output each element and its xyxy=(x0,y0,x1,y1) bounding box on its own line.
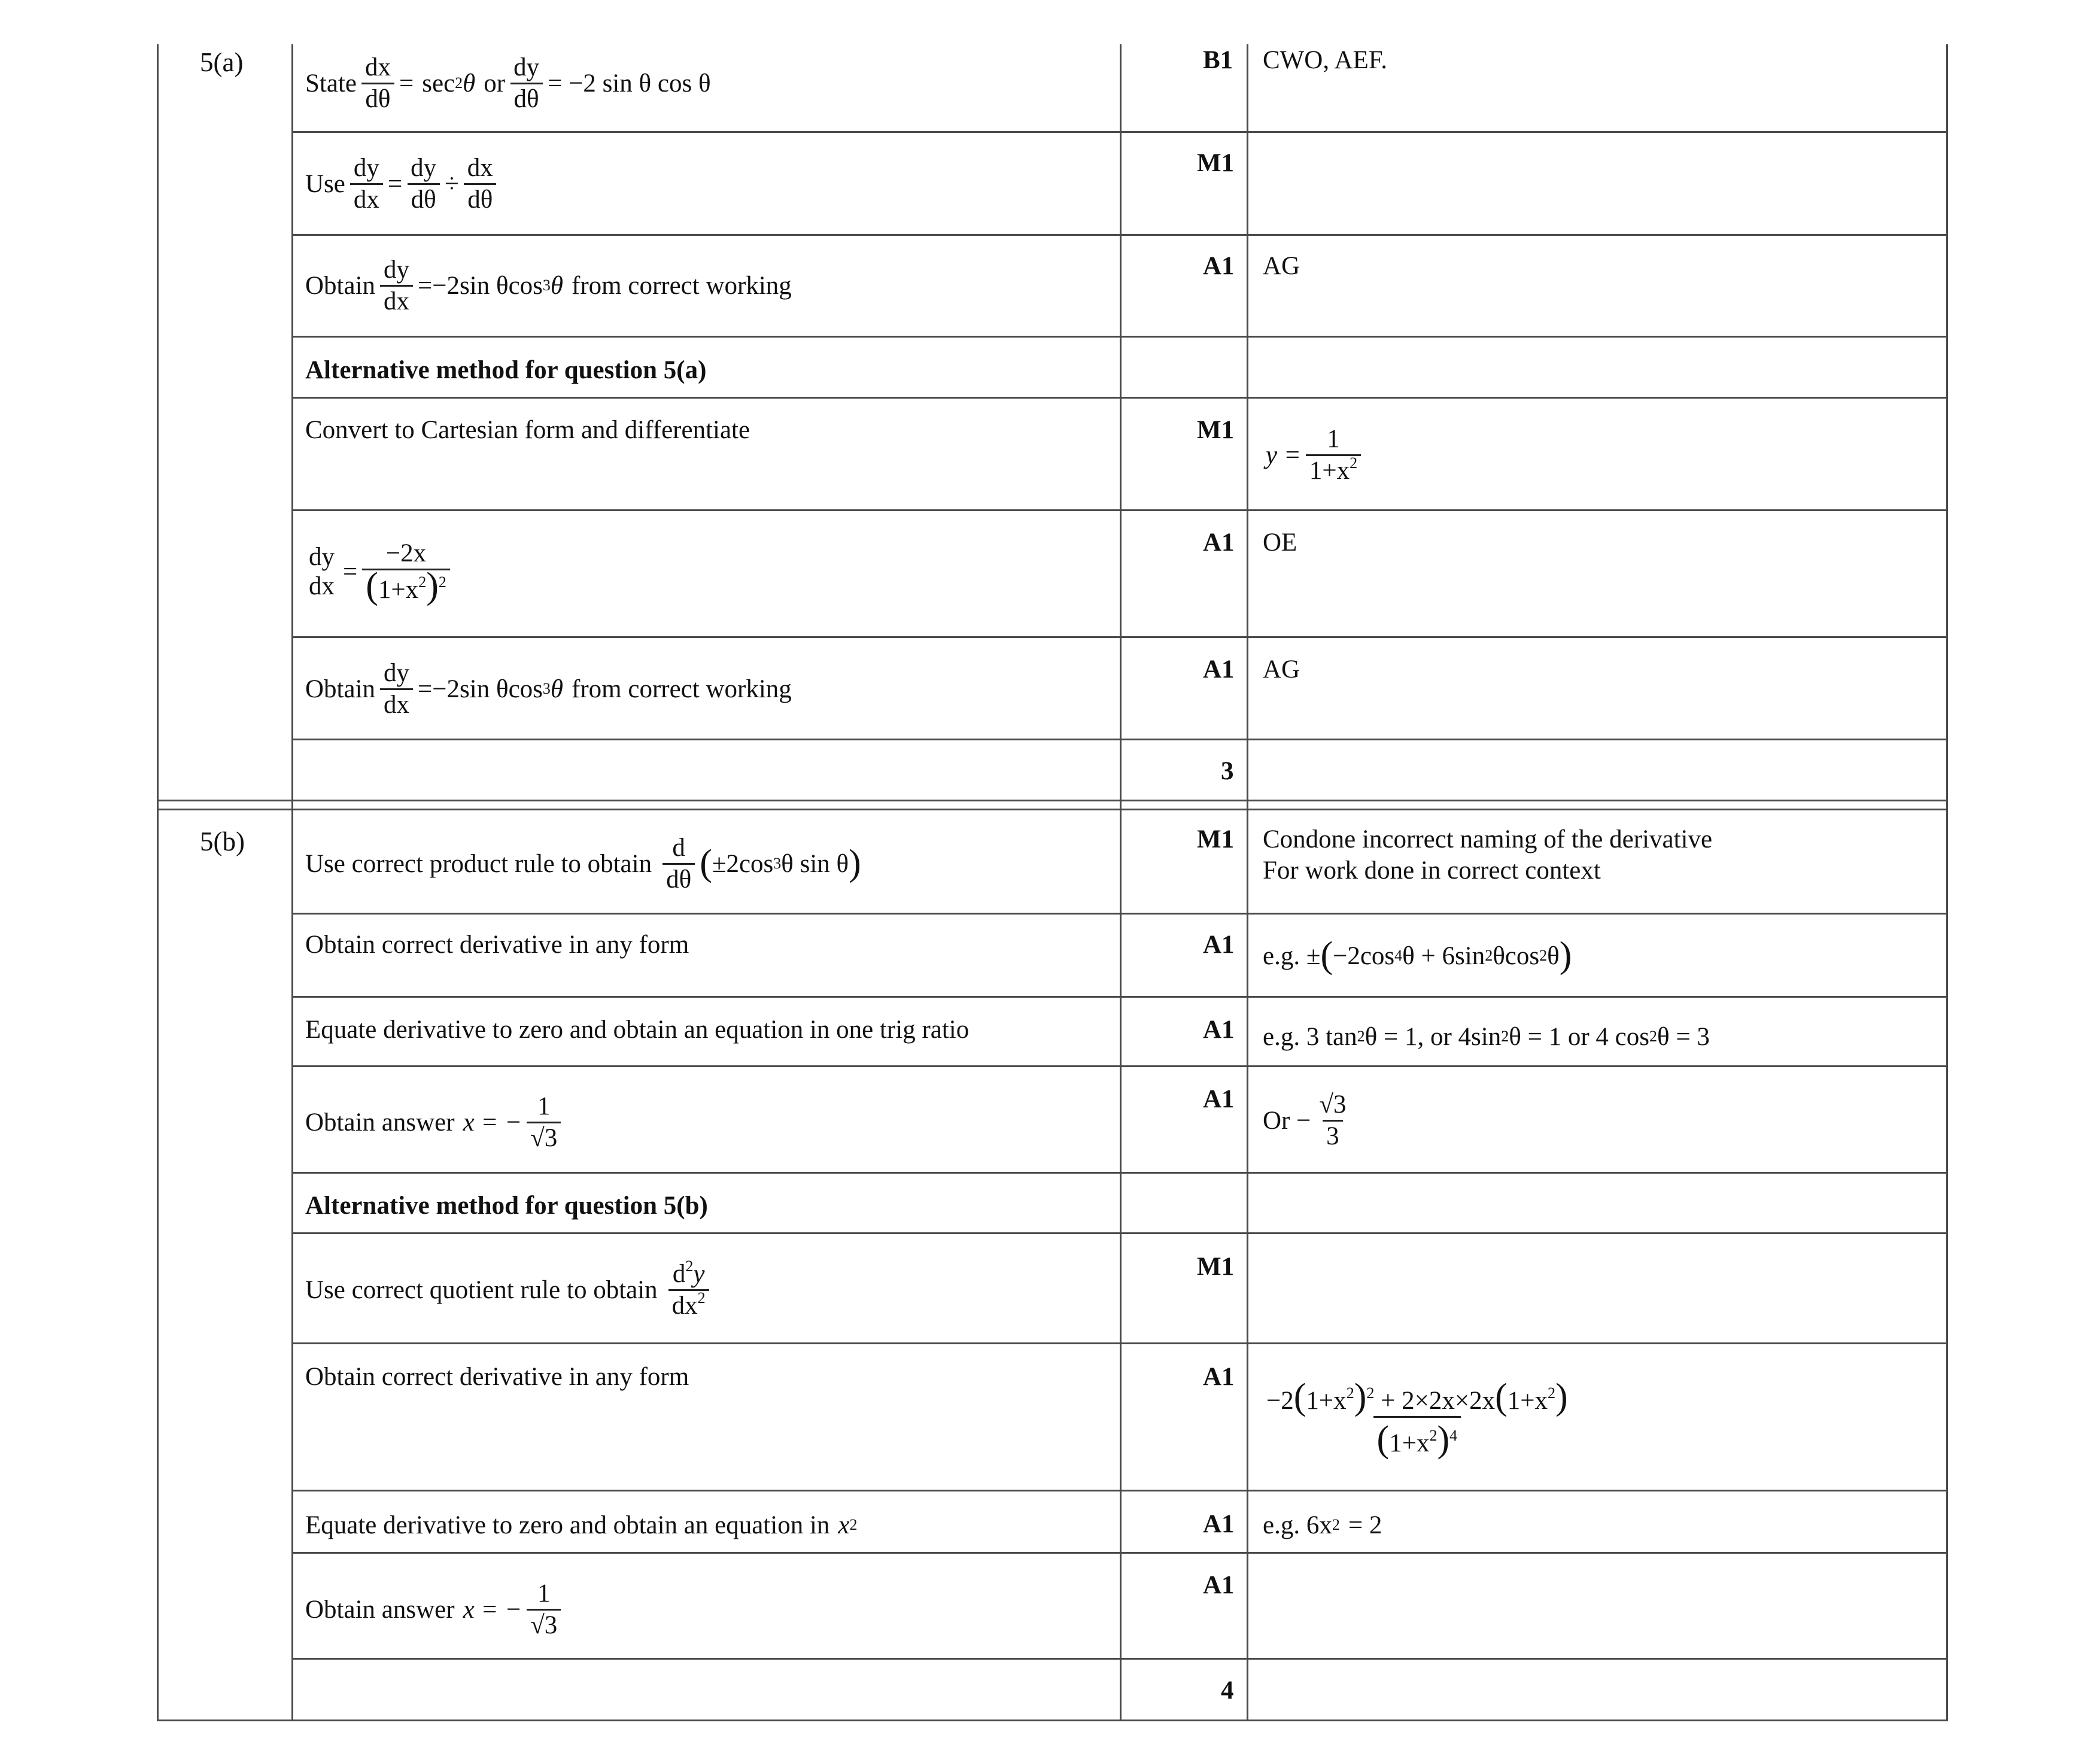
equals: = xyxy=(343,557,358,586)
denominator: √3 xyxy=(527,1609,561,1639)
paren: ) xyxy=(1354,1377,1367,1418)
denominator xyxy=(1373,1416,1461,1460)
numerator: dx xyxy=(467,154,493,183)
answer-row-convert: Convert to Cartesian form and differentiate xyxy=(305,416,750,444)
equals: = xyxy=(387,169,403,198)
denominator: dθ xyxy=(464,183,496,213)
superscript: 2 xyxy=(1350,454,1358,472)
text: 1+x xyxy=(378,575,419,604)
paren: ( xyxy=(1495,1377,1508,1418)
answer-row-product-rule: Use correct product rule to obtain $\frac{d}{d\theta}$ ( ±2cos 3 θ sin θ ) xyxy=(305,834,861,894)
text: d xyxy=(672,1260,686,1289)
v-line-answer xyxy=(1120,44,1122,1721)
fraction xyxy=(380,660,413,718)
mark-m1: M1 xyxy=(1197,1253,1235,1281)
superscript: 2 xyxy=(1366,1384,1375,1402)
fraction xyxy=(350,154,383,212)
text: from correct working xyxy=(572,675,792,703)
alt-method-heading-5b: Alternative method for question 5(b) xyxy=(305,1192,708,1220)
v-line-qno xyxy=(291,44,293,1721)
h-line xyxy=(291,234,1948,236)
superscript: 2 xyxy=(1548,1384,1556,1402)
denominator: dθ xyxy=(662,863,695,893)
text: θ = 1, or 4sin xyxy=(1364,1022,1502,1051)
h-line xyxy=(291,913,1948,915)
text: 1+x xyxy=(1309,456,1350,485)
text: y xyxy=(693,1260,705,1289)
theta: θ xyxy=(463,69,476,98)
denominator: dθ xyxy=(510,83,543,113)
numerator: dy xyxy=(353,154,379,183)
superscript: 2 xyxy=(438,573,446,591)
text: =−2sin θcos xyxy=(418,675,543,703)
text: θ = 3 xyxy=(1657,1022,1710,1051)
theta: θ xyxy=(550,271,564,300)
guidance-oe: OE xyxy=(1263,528,1297,557)
h-line xyxy=(291,1232,1948,1234)
denominator xyxy=(362,565,450,606)
paren: ( xyxy=(1376,1418,1390,1460)
numerator: 1 xyxy=(537,1579,551,1608)
mark-a1: A1 xyxy=(1203,1510,1235,1538)
question-number-5a: 5(a) xyxy=(200,47,244,77)
mark-m1: M1 xyxy=(1197,149,1235,177)
mark-m1: M1 xyxy=(1197,825,1235,853)
h-line xyxy=(291,996,1948,998)
answer-row-correct-derivative: Obtain correct derivative in any form xyxy=(305,931,689,959)
denominator: dx xyxy=(309,572,335,600)
superscript: 2 xyxy=(697,1289,706,1307)
numerator: 1 xyxy=(537,1092,551,1121)
numerator: √3 xyxy=(1319,1090,1347,1119)
total-marks-5b: 4 xyxy=(1221,1676,1234,1705)
guidance-context: For work done in correct context xyxy=(1263,856,1601,885)
alt-method-heading-5a: Alternative method for question 5(a) xyxy=(305,356,707,384)
h-line xyxy=(291,636,1948,638)
fraction xyxy=(1315,1091,1350,1149)
answer-row-correct-derivative: Obtain correct derivative in any form xyxy=(305,1363,689,1391)
guidance-ag: AG xyxy=(1263,252,1300,280)
paren: ) xyxy=(1437,1418,1450,1460)
paren: ( xyxy=(1320,935,1333,976)
total-marks-5a: 3 xyxy=(1221,757,1234,785)
text: e.g. 3 tan xyxy=(1263,1022,1357,1051)
mark-a1: A1 xyxy=(1203,931,1235,959)
text: 1+x xyxy=(1306,1387,1347,1415)
mark-a1: A1 xyxy=(1203,252,1235,280)
divide: ÷ xyxy=(445,169,459,198)
answer-row-obtain: Obtain $\frac{dy}{dx}$ =−2sin θcos 3 θ from correct working xyxy=(305,256,792,315)
superscript: 2 xyxy=(1429,1426,1438,1444)
h-line xyxy=(291,336,1948,338)
guidance-trig-example: e.g. 3 tan 2 θ = 1, or 4sin 2 θ = 1 or 4 cos 2 θ = 3 xyxy=(1263,1022,1710,1051)
text: y = xyxy=(1266,440,1301,469)
answer-row-state: State $\frac{dx}{d\theta}$ = sec 2 θ or $\frac{dy}{d\theta}$ = −2 sin θ cos θ xyxy=(305,53,711,113)
h-line xyxy=(291,1172,1948,1174)
numerator: d xyxy=(672,834,685,862)
fraction xyxy=(527,1093,561,1151)
h-line xyxy=(291,1658,1948,1660)
text: θ + 6sin xyxy=(1402,941,1485,970)
paren: ) xyxy=(849,843,861,884)
denominator: dx xyxy=(380,688,413,718)
denominator: dx xyxy=(380,285,413,315)
mark-a1: A1 xyxy=(1203,1363,1235,1391)
text: Use xyxy=(305,169,345,198)
text: Obtain answer xyxy=(305,1108,455,1137)
numerator: 1 xyxy=(1327,425,1340,454)
theta: θ xyxy=(550,675,564,703)
fraction-dy-dtheta xyxy=(510,54,543,112)
text: Obtain xyxy=(305,675,376,703)
h-line xyxy=(291,1342,1948,1344)
numerator: dy xyxy=(309,542,335,571)
paren: ) xyxy=(1555,1377,1568,1418)
numerator: dy xyxy=(513,53,540,82)
answer-row-derivative xyxy=(305,527,455,616)
h-line xyxy=(291,1490,1948,1491)
answer-row-use xyxy=(305,148,502,219)
text: Use correct product rule to obtain xyxy=(305,849,652,878)
denominator: √3 xyxy=(527,1122,561,1152)
fraction xyxy=(1306,426,1361,484)
fraction xyxy=(527,1580,561,1638)
text: e.g. 6x xyxy=(1263,1511,1332,1539)
answer-row-quotient-rule xyxy=(305,1251,714,1329)
text: −2cos xyxy=(1333,941,1395,970)
text: θcos xyxy=(1493,941,1540,970)
h-line xyxy=(291,739,1948,740)
question-number-5b: 5(b) xyxy=(200,827,245,856)
mark-m1: M1 xyxy=(1197,416,1235,444)
text: θ = 1 or 4 cos xyxy=(1509,1022,1649,1051)
text: + 2×2x×2x xyxy=(1381,1387,1496,1415)
denominator xyxy=(668,1289,709,1319)
text: State xyxy=(305,69,357,98)
superscript: 4 xyxy=(1449,1426,1458,1444)
numerator: dy xyxy=(384,659,410,688)
mark-a1: A1 xyxy=(1203,1085,1235,1113)
text: dx xyxy=(671,1291,698,1320)
denominator: dθ xyxy=(361,83,394,113)
paren: ( xyxy=(700,843,712,884)
superscript: 2 xyxy=(1346,1384,1354,1402)
mark-b1: B1 xyxy=(1203,46,1233,74)
text: = 2 xyxy=(1348,1511,1382,1539)
h-line xyxy=(291,1065,1948,1067)
fraction xyxy=(662,834,695,892)
h-line xyxy=(291,509,1948,511)
h-line-sep-1 xyxy=(157,800,1948,801)
guidance-quotient-derivative xyxy=(1263,1360,1576,1480)
denominator: dθ xyxy=(408,183,440,213)
text: from correct working xyxy=(572,271,792,300)
answer-row-obtain-x xyxy=(305,1083,566,1161)
h-line xyxy=(291,131,1948,133)
numerator: dx xyxy=(364,53,391,82)
guidance-derivative-example: e.g. ± ( −2cos 4 θ + 6sin 2 θcos 2 θ ) xyxy=(1263,935,1572,976)
text: −2 xyxy=(1266,1387,1294,1415)
paren: ( xyxy=(366,565,378,606)
text: Use correct quotient rule to obtain xyxy=(305,1275,658,1304)
guidance-or-root3 xyxy=(1263,1084,1354,1156)
text: x = − xyxy=(463,1108,522,1137)
answer-row-equate-trig: Equate derivative to zero and obtain an equation in one trig ratio xyxy=(305,1016,970,1044)
text: e.g. ± xyxy=(1263,941,1321,970)
guidance-cwo: CWO, AEF. xyxy=(1263,46,1387,74)
v-line-marks xyxy=(1247,44,1248,1721)
text: x xyxy=(838,1511,850,1539)
fraction xyxy=(362,539,450,606)
h-line-sep-2 xyxy=(157,809,1948,810)
paren: ) xyxy=(426,565,439,606)
numerator xyxy=(1263,1377,1572,1418)
h-line xyxy=(291,397,1948,399)
answer-row-obtain: Obtain $\frac{dy}{dx}$ =−2sin θcos 3 θ from correct working xyxy=(305,659,792,719)
mark-a1: A1 xyxy=(1203,528,1235,557)
h-line xyxy=(291,1552,1948,1554)
paren: ) xyxy=(1559,935,1572,976)
answer-row-obtain-x xyxy=(305,1570,566,1648)
guidance-condone: Condone incorrect naming of the derivative xyxy=(1263,825,1713,853)
text: θ xyxy=(1547,941,1560,970)
guidance-ag: AG xyxy=(1263,655,1300,683)
text: = −2 sin θ cos θ xyxy=(548,69,711,98)
answer-row-equate-x2: Equate derivative to zero and obtain an equation in x 2 xyxy=(305,1511,858,1539)
numerator: −2x xyxy=(385,539,427,568)
superscript: 2 xyxy=(685,1257,694,1275)
text: or xyxy=(484,69,506,98)
equals: = xyxy=(399,69,414,98)
v-line-left xyxy=(157,44,159,1721)
guidance-cartesian xyxy=(1266,419,1366,491)
fraction xyxy=(407,154,440,212)
text: θ sin θ xyxy=(781,849,849,878)
fraction xyxy=(464,154,497,212)
fraction xyxy=(305,543,338,600)
fraction xyxy=(1263,1377,1572,1460)
superscript: 2 xyxy=(418,573,427,591)
denominator: dx xyxy=(350,183,383,213)
mark-a1: A1 xyxy=(1203,1016,1235,1044)
fraction xyxy=(380,256,413,314)
v-line-right xyxy=(1946,44,1948,1721)
text: sec xyxy=(422,69,455,98)
mark-a1: A1 xyxy=(1203,1571,1235,1599)
text: 1+x xyxy=(1507,1387,1548,1415)
text: 1+x xyxy=(1389,1429,1430,1457)
text: Or − xyxy=(1263,1106,1311,1135)
fraction xyxy=(668,1257,709,1320)
denominator xyxy=(1306,454,1361,484)
numerator xyxy=(669,1257,709,1289)
text: x = − xyxy=(463,1595,522,1624)
denominator: 3 xyxy=(1323,1120,1343,1150)
mark-a1: A1 xyxy=(1203,655,1235,683)
paren: ( xyxy=(1293,1377,1306,1418)
text: ±2cos xyxy=(712,849,774,878)
text: Equate derivative to zero and obtain an equation in xyxy=(305,1511,830,1539)
fraction-dx-dtheta xyxy=(361,54,394,112)
numerator: dy xyxy=(384,256,410,284)
h-line-bottom xyxy=(157,1720,1948,1721)
text: =−2sin θcos xyxy=(418,271,543,300)
text: Obtain answer xyxy=(305,1595,455,1624)
guidance-6x2: e.g. 6x 2 = 2 xyxy=(1263,1511,1382,1539)
text: Obtain xyxy=(305,271,376,300)
numerator: dy xyxy=(411,154,437,183)
